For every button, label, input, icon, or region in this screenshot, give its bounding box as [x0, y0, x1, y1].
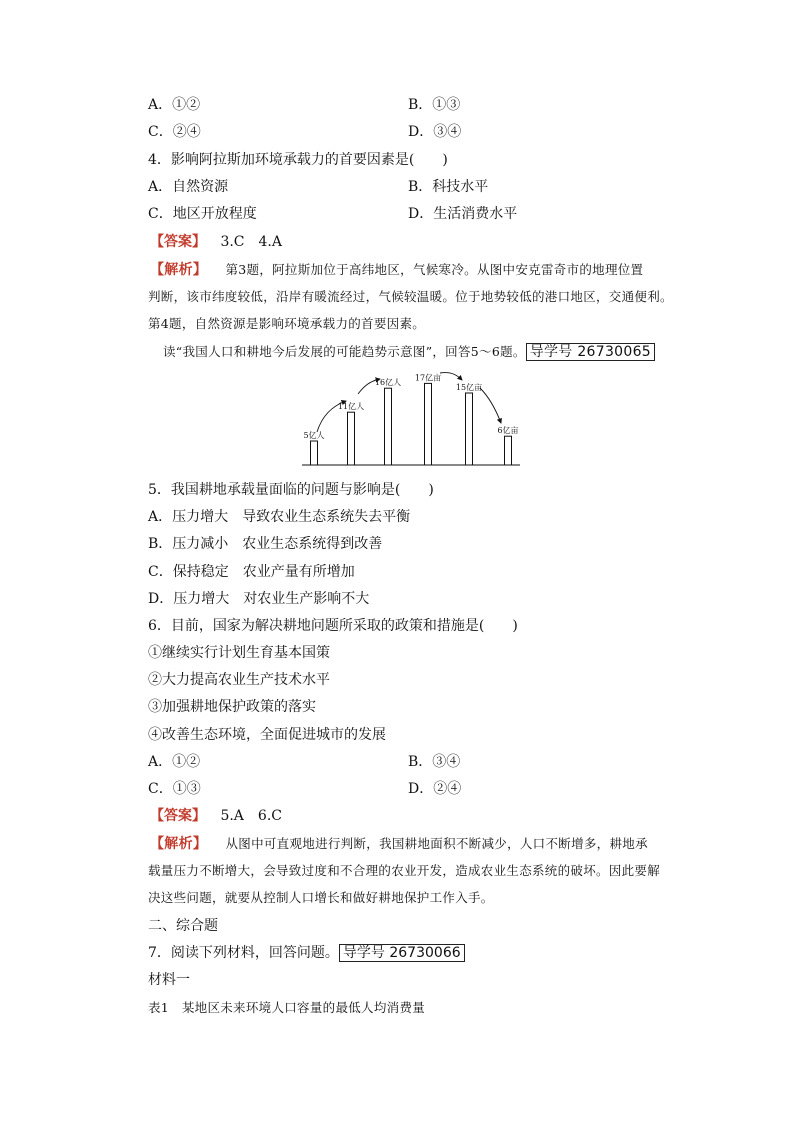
chart-bar	[348, 412, 355, 465]
chart-bar	[311, 441, 318, 465]
chart-bar-label: 15亿亩	[455, 383, 483, 392]
explanation-text: 第3题，阿拉斯加位于高纬地区，气候寒冷。从图中安克雷奇市的地理位置	[225, 262, 644, 277]
answer-label: 【答案】	[150, 234, 206, 250]
q6-statement-3: ③加强耕地保护政策的落实	[148, 699, 316, 715]
explanation-5-6-line2: 载量压力不断增大，会导致过度和不合理的农业开发，造成农业生态系统的破坏。因此要解	[148, 863, 661, 878]
chart-bar-label: 5亿人	[303, 431, 325, 440]
material-label: 材料一	[148, 972, 190, 988]
answer-3-4	[150, 233, 282, 251]
intro-5-6	[163, 343, 655, 361]
q6-statement-1: ①继续实行计划生育基本国策	[148, 645, 330, 661]
explanation-text: 从图中可直观地进行判断，我国耕地面积不断减少，人口不断增多，耕地承	[225, 836, 648, 851]
q6-option-a: A．①②	[148, 754, 201, 770]
q6-option-c: C．①③	[148, 781, 201, 797]
chart-bar	[505, 436, 512, 465]
q4-option-d: D．生活消费水平	[408, 206, 518, 222]
table-caption: 表1 某地区未来环境人口容量的最低人均消费量	[148, 1000, 426, 1015]
answer-5-6	[150, 807, 282, 825]
question-7-stem: 7．阅读下列材料，回答问题。	[148, 945, 339, 961]
explanation-label: 【解析】	[150, 262, 208, 278]
q4-option-a: A．自然资源	[148, 179, 229, 195]
explanation-5-6-line3: 决这些问题，就要从控制人口增长和做好耕地保护工作入手。	[148, 890, 494, 905]
trend-arrow-3	[440, 373, 462, 380]
q6-statement-2: ②大力提高农业生产技术水平	[148, 672, 330, 688]
answer-label: 【答案】	[150, 808, 206, 824]
answer-text: 5.A 6.C	[220, 808, 282, 824]
chart-bar	[466, 393, 473, 465]
explanation-3-4-line2: 判断，该市纬度较低，沿岸有暖流经过，气候较温暖。位于地势较低的港口地区，交通便利。	[148, 289, 673, 304]
chart-bar-label: 11亿人	[337, 402, 365, 412]
answer-text: 3.C 4.A	[220, 234, 282, 250]
option-a: A．①②	[148, 97, 201, 113]
q5-option-c: C．保持稳定 农业产量有所增加	[148, 564, 355, 580]
q4-option-b: B．科技水平	[408, 179, 489, 195]
guide-number: 导学号 26730066	[339, 944, 465, 962]
q6-statement-4: ④改善生态环境，全面促进城市的发展	[148, 727, 386, 743]
trend-arrow-4	[480, 388, 501, 423]
q6-option-d: D．②④	[408, 781, 462, 797]
explanation-3-4-line3: 第4题，自然资源是影响环境承载力的首要因素。	[148, 316, 426, 331]
q5-option-a: A．压力增大 导致农业生态系统失去平衡	[148, 509, 411, 525]
question-5-stem: 5．我国耕地承载量面临的问题与影响是( )	[148, 482, 434, 498]
chart-bar	[425, 383, 432, 465]
option-b: B．①③	[408, 97, 461, 113]
section-heading: 二、综合题	[148, 918, 218, 934]
q6-option-b: B．③④	[408, 754, 461, 770]
explanation-label: 【解析】	[150, 836, 208, 852]
chart-bar-label: 6亿亩	[497, 426, 519, 436]
chart-bar-label: 16亿人	[374, 378, 402, 388]
q5-option-d: D．压力增大 对农业生产影响不大	[148, 591, 370, 607]
question-6-stem: 6．目前，国家为解决耕地问题所采取的政策和措施是( )	[148, 618, 518, 634]
chart-bar	[385, 388, 392, 465]
option-c: C．②④	[148, 124, 201, 140]
explanation-5-6-line1	[150, 835, 648, 853]
question-4-stem: 4．影响阿拉斯加环境承载力的首要因素是( )	[148, 152, 448, 168]
option-d: D．③④	[408, 124, 462, 140]
question-7	[148, 944, 465, 962]
q5-option-b: B．压力减小 农业生态系统得到改善	[148, 536, 383, 552]
explanation-3-4-line1	[150, 261, 643, 279]
chart-bar-label: 17亿亩	[414, 373, 442, 383]
q4-option-c: C．地区开放程度	[148, 206, 257, 222]
guide-number: 导学号 26730065	[526, 343, 655, 361]
intro-text: 读“我国人口和耕地今后发展的可能趋势示意图”，回答5～6题。	[163, 344, 526, 359]
trend-chart	[290, 368, 530, 472]
